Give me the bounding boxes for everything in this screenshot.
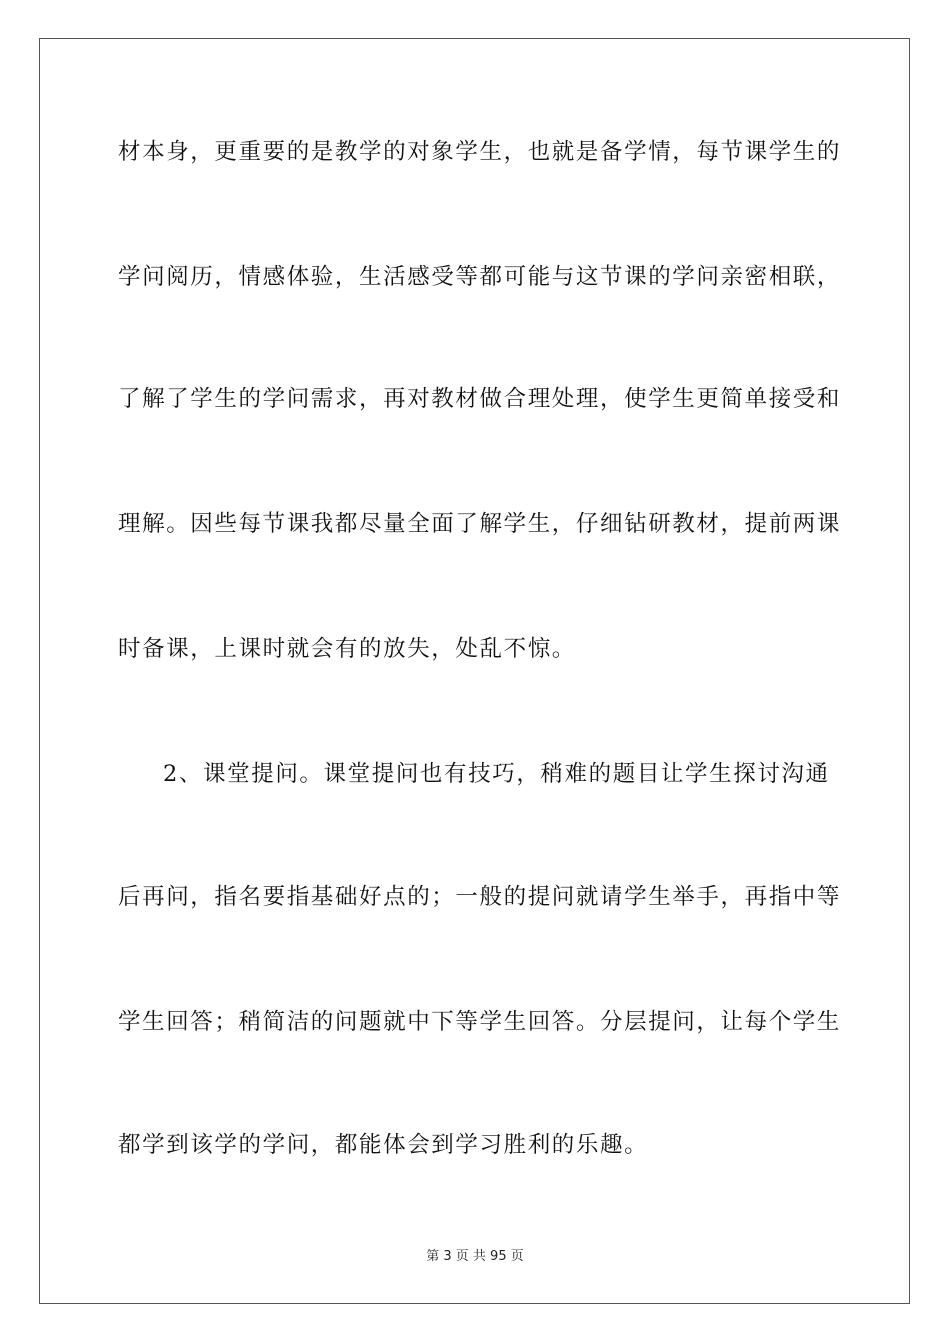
page-number-footer: 第 3 页 共 95 页: [426, 1249, 524, 1264]
paragraph-2-line-4: 都学到该学的学问，都能体会到学习胜利的乐趣。: [118, 1132, 649, 1158]
paragraph-2-line-2: 后再问，指名要指基础好点的；一般的提问就请学生举手，再指中等: [118, 884, 842, 910]
paragraph-1-line-3: 了解了学生的学问需求，再对教材做合理处理，使学生更简单接受和: [118, 386, 842, 412]
page-border: [39, 38, 910, 1304]
paragraph-1-line-2: 学问阅历，情感体验，生活感受等都可能与这节课的学问亲密相联，: [118, 264, 842, 290]
paragraph-2-line-3: 学生回答；稍简洁的问题就中下等学生回答。分层提问，让每个学生: [118, 1009, 842, 1035]
paragraph-2-line-1: 2、课堂提问。课堂提问也有技巧，稍难的题目让学生探讨沟通: [163, 761, 830, 787]
paragraph-1-line-4: 理解。因些每节课我都尽量全面了解学生，仔细钻研教材，提前两课: [118, 511, 842, 537]
paragraph-1-line-5: 时备课，上课时就会有的放失，处乱不惊。: [118, 636, 576, 662]
paragraph-1-line-1: 材本身，更重要的是教学的对象学生，也就是备学情，每节课学生的: [118, 139, 842, 165]
